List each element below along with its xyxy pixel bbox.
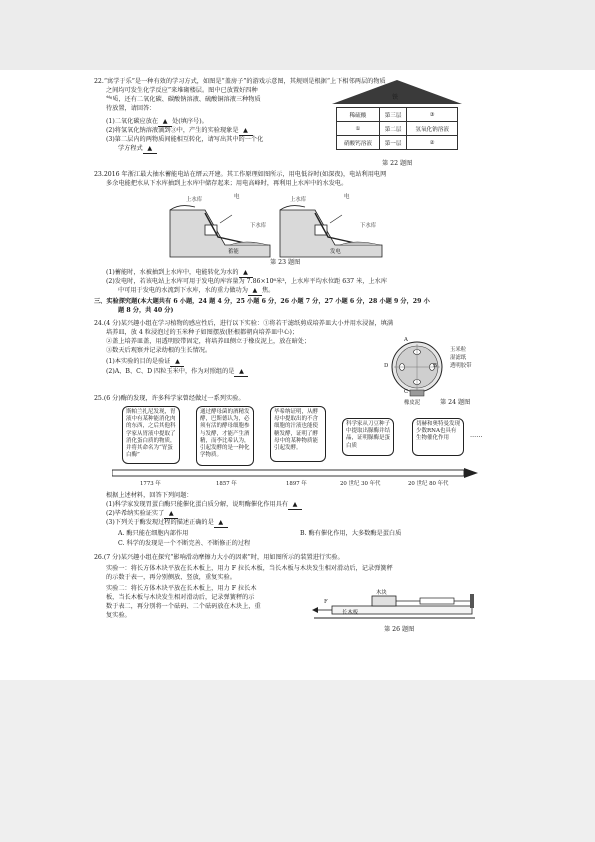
answer-blank: ▲ bbox=[288, 501, 302, 510]
legend-filter-paper: 湿滤纸 bbox=[450, 355, 467, 361]
q22-stem-1: 22.“寓学于乐”是一种有效的学习方式，如图是“盖房子”的游戏示意图，其规则是根据“上下相邻两层的物质 bbox=[94, 78, 386, 85]
q24-stem-3: ②盖上培养皿盖，用透明胶带固定，将培养皿侧立于橡皮泥上，放在暗处； bbox=[106, 338, 311, 345]
fig23-label-upper-right: 上水库 bbox=[290, 197, 307, 203]
q22-part-3-cont: 学方程式 ▲ bbox=[118, 145, 157, 154]
q25-stem: 25.(6 分)酶的发现，许多科学家曾经做过一系列实验。 bbox=[94, 395, 245, 402]
q24-stem-2: 培养皿，放 4 粒浸泡过的玉米种子如图摆放(胚根都朝向培养皿中心)； bbox=[106, 329, 299, 336]
q23-part-2-cont: 中可用于发电的水流到下水库，水的重力做功为 ▲ 焦。 bbox=[118, 287, 274, 296]
seed-b-label: B bbox=[433, 363, 437, 369]
answer-blank: ▲ bbox=[239, 127, 253, 136]
q26-exp2-c: 数于表二，再分别将一个砝码、二个砝码放在木块上，重 bbox=[106, 603, 261, 610]
fig26-board-label: 长木板 bbox=[342, 610, 359, 616]
q22-stem-2: 之间均可发生化学反应”来堆砌楼层。图中已放置好四种 bbox=[106, 87, 258, 94]
timeline-year-1: 1773 年 bbox=[140, 481, 161, 487]
q26-exp2-b: 板，当长木板与木块发生相对滑动后，记录弹簧秤的示 bbox=[106, 594, 255, 601]
house-floor-2 bbox=[337, 122, 458, 136]
q26-exp1-b: 的示数于表一，再分别侧放、竖放，重复实验。 bbox=[106, 574, 236, 581]
q24-part-1: (1)本实验的目的是验证 ▲ bbox=[106, 358, 184, 367]
q23-caption: 第 23 题图 bbox=[270, 259, 301, 266]
q26-exp2-d: 复实验。 bbox=[106, 612, 131, 619]
q24-petri-dish-figure bbox=[388, 340, 446, 398]
legend-corn: 玉米粒 bbox=[450, 347, 467, 353]
q22-part-2: (2)将氢氧化钠溶液滴到③中，产生的实验现象是 ▲ bbox=[106, 127, 253, 136]
q25-option-b: B. 酶有催化作用，大多数酶是蛋白质 bbox=[300, 530, 402, 537]
house-cell: 稀硫酸 bbox=[337, 108, 380, 122]
house-roof-inner bbox=[4, 84, 126, 104]
section-3-heading-cont: 题 8 分，共 40 分) bbox=[118, 307, 174, 314]
exam-page bbox=[0, 70, 595, 680]
fig26-force-label: F bbox=[324, 599, 328, 605]
q25-option-c: C. 科学的发现是一个不断完善、不断修正的过程 bbox=[118, 540, 251, 547]
seed-d-label: D bbox=[384, 363, 389, 369]
q22-stem-4: 待放置，请回答： bbox=[106, 105, 156, 112]
seed-a-label: A bbox=[404, 337, 408, 343]
legend-clay: 橡皮泥 bbox=[404, 400, 421, 406]
timeline-card-3: 毕希纳证明，从酵母中提取出的不含细胞的汁液也能使糖发酵，证明了酵母中的某种物质能引起发酵。 bbox=[270, 406, 326, 462]
answer-blank: ▲ bbox=[164, 510, 178, 519]
fig23-label-lower-left: 下水库 bbox=[250, 223, 267, 229]
q25-intro: 根据上述材料，回答下列问题： bbox=[106, 492, 193, 499]
answer-blank: ▲ bbox=[158, 118, 172, 127]
section-3-heading: 三、实验探究题(本大题共有 6 小题，24 题 4 分，25 小题 6 分，26 小题 7 分，27 小题 6 分，28 小题 9 分，29 小 bbox=[94, 298, 430, 305]
q24-stem-1: 24.(4 分)某兴趣小组在学习植物的感应性后，进行以下实验：①将若干滤纸剪成培养皿大小并用水浸湿，填满 bbox=[94, 320, 394, 327]
house-cell: ① bbox=[337, 122, 380, 136]
q24-part-2: (2)A、B、C、D 四粒玉米中，作为对照组的是 ▲ bbox=[106, 368, 248, 377]
house-floor-1 bbox=[337, 136, 458, 150]
q26-exp1-a: 实验一：将长方体木块平放在长木板上，用力 F 拉长木板，当长木板与木块发生相对滑动后，记录弹簧秤 bbox=[106, 565, 393, 572]
q22-caption: 第 22 题图 bbox=[382, 160, 413, 167]
q25-part-2: (2)毕希纳实验证实了 ▲ bbox=[106, 510, 178, 519]
fig23-label-elec-left: 电 bbox=[234, 194, 240, 200]
house-cell: 第三层 bbox=[379, 108, 406, 122]
timeline-year-3: 1897 年 bbox=[286, 481, 307, 487]
answer-blank: ▲ bbox=[170, 358, 184, 367]
q25-option-a: A. 酶只能在细胞内部作用 bbox=[118, 530, 189, 537]
q22-part-1: (1)二氧化碳应放在 ▲ 处(填序号)。 bbox=[106, 118, 208, 127]
q26-friction-apparatus-figure bbox=[312, 588, 477, 622]
q26-exp2-a: 实验二：将长方体木块平放在长木板上，用力 F 拉长木 bbox=[106, 585, 257, 592]
legend-tape: 透明胶带 bbox=[450, 363, 472, 369]
seed-c-label: C bbox=[404, 389, 409, 395]
fig23-label-upper-left: 上水库 bbox=[186, 197, 203, 203]
q23-part-2: (2)发电时，若该电站上水库可用于发电的库容量为 7.86×10⁶米³，上水库平均水位距 637 米，上水库 bbox=[106, 278, 388, 285]
q24-caption: 第 24 题图 bbox=[440, 399, 471, 406]
q24-stem-4: ③数天后观察并记录幼根的生长情况。 bbox=[106, 347, 212, 354]
q23-part-1: (1)蓄能时，水被抽到上水库中，电能转化为水的 ▲ bbox=[106, 269, 253, 278]
scan-top-margin bbox=[0, 0, 595, 70]
answer-blank: ▲ bbox=[234, 368, 248, 377]
answer-blank: ▲ bbox=[239, 269, 253, 278]
q22-part-3: (3)第二层内的两物质间能相互转化，请写出其中的一个化 bbox=[106, 136, 264, 143]
q23-pumped-storage-figure bbox=[150, 195, 390, 265]
timeline-card-4: 科学家从刀豆种子中提取出脲酶并结晶，证明脲酶是蛋白质 bbox=[342, 418, 394, 456]
house-cell: ② bbox=[407, 136, 458, 150]
house-floor-3 bbox=[337, 108, 458, 122]
answer-blank: ▲ bbox=[214, 519, 228, 528]
q26-stem: 26.(7 分)某兴趣小组在探究“影响滑动摩擦力大小的因素”时，用如图所示的装置进行实验。 bbox=[94, 554, 344, 561]
fig23-sub-storage: 蓄能 bbox=[228, 249, 239, 255]
timeline-year-2: 1857 年 bbox=[216, 481, 237, 487]
q25-part-3: (3)下列关于酶发现过程的描述正确的是 ▲ bbox=[106, 519, 228, 528]
fig23-label-elec-right: 电 bbox=[344, 194, 350, 200]
q23-stem-2: 多余电能把水从下水库抽到上水库中储存起来；用电高峰时，再利用上水库中的水发电。 bbox=[106, 180, 348, 187]
timeline-card-2: 通过酵母菌的酒精发酵，巴斯德认为，必须有活的酵母细胞参与发酵，才能产生酒精，而李比希认为，引起发酵的是一种化学物质。 bbox=[196, 406, 254, 466]
timeline-card-1: 斯帕兰扎尼发现，胃液中有某种能消化肉的东西，之后其他科学家从胃液中提取了消化蛋白质的物质，并将其命名为“胃蛋白酶” bbox=[122, 406, 180, 464]
q26-caption: 第 26 题图 bbox=[384, 626, 415, 633]
timeline-card-5: 切赫和奥特曼发现少数RNA也具有生物催化作用 bbox=[412, 418, 464, 456]
fig23-label-lower-right: 下水库 bbox=[360, 223, 377, 229]
timeline-year-4: 20 世纪 30 年代 bbox=[340, 481, 381, 487]
house-cell: ③ bbox=[407, 108, 458, 122]
house-cell: 第一层 bbox=[379, 136, 406, 150]
house-cell: 氢氧化钠溶液 bbox=[407, 122, 458, 136]
q22-stem-3: 物质，还有二氧化碳、碳酸钠溶液、硫酸铜溶液三种物质 bbox=[106, 96, 261, 103]
timeline-arrow bbox=[112, 468, 480, 478]
house-cell: 硝酸钙溶液 bbox=[337, 136, 380, 150]
timeline-ellipsis: …… bbox=[470, 432, 483, 439]
q25-part-1: (1)科学家发现胃蛋白酶只能催化蛋白质分解，说明酶催化作用具有 ▲ bbox=[106, 501, 302, 510]
house-roof-label: 铁 bbox=[392, 94, 399, 101]
house-cell: 第二层 bbox=[379, 122, 406, 136]
fig26-block-label: 木块 bbox=[376, 590, 387, 596]
scan-bottom-margin bbox=[0, 680, 595, 842]
answer-blank: ▲ bbox=[143, 145, 157, 154]
house-floors-table bbox=[336, 107, 458, 150]
answer-blank: ▲ bbox=[248, 287, 262, 296]
timeline-year-5: 20 世纪 80 年代 bbox=[408, 481, 449, 487]
fig23-sub-generate: 发电 bbox=[330, 249, 341, 255]
q23-stem-1: 23.2016 年浙江最大抽水蓄能电站在缙云开建。其工作原理如图所示，用电低谷时(如深夜)，电站利用电网 bbox=[94, 171, 387, 178]
